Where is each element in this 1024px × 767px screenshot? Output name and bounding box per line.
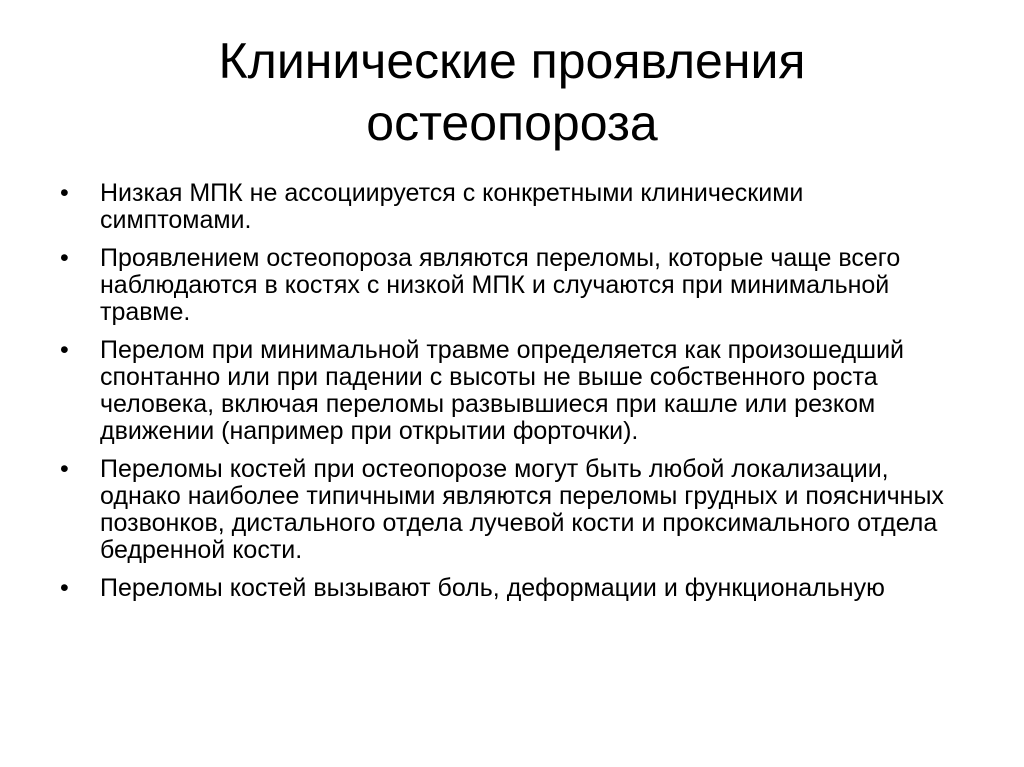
bullet-point-icon: •: [60, 574, 69, 602]
bullet-point-icon: •: [60, 179, 69, 207]
bullet-point-icon: •: [60, 336, 69, 364]
bullet-point-icon: •: [60, 455, 69, 483]
title-line-2: остеопороза: [366, 95, 658, 151]
bullet-text-1: Низкая МПК не ассоциируется с конкретными клиническими симптомами.: [100, 179, 804, 234]
bullet-list: [58, 180, 958, 613]
bullet-item-5: [58, 575, 958, 602]
bullet-text-4: Переломы костей при остеопорозе могут быть любой локализации, однако наиболее типичными являются переломы грудных и поясничных позвонков, дистального отдела лучевой кости и проксимального отдела бедренной кости.: [100, 455, 944, 564]
bullet-text-3: Перелом при минимальной травме определяется как произошедший спонтанно или при падении с высоты не выше собственного роста человека, включая переломы развывшиеся при кашле или резком движении (например при открытии форточки).: [100, 336, 905, 445]
bullet-item-2: [58, 245, 958, 326]
bullet-text-2: Проявлением остеопороза являются переломы, которые чаще всего наблюдаются в костях с низкой МПК и случаются при минимальной травме.: [100, 244, 901, 326]
title-line-1: Клинические проявления: [218, 33, 806, 89]
bullet-point-icon: •: [60, 244, 69, 272]
bullet-item-3: [58, 337, 958, 445]
bullet-item-4: [58, 456, 958, 564]
bullet-text-5: Переломы костей вызывают боль, деформации и функциональную: [100, 574, 885, 602]
bullet-item-1: [58, 180, 958, 234]
slide-title: [0, 30, 1024, 154]
